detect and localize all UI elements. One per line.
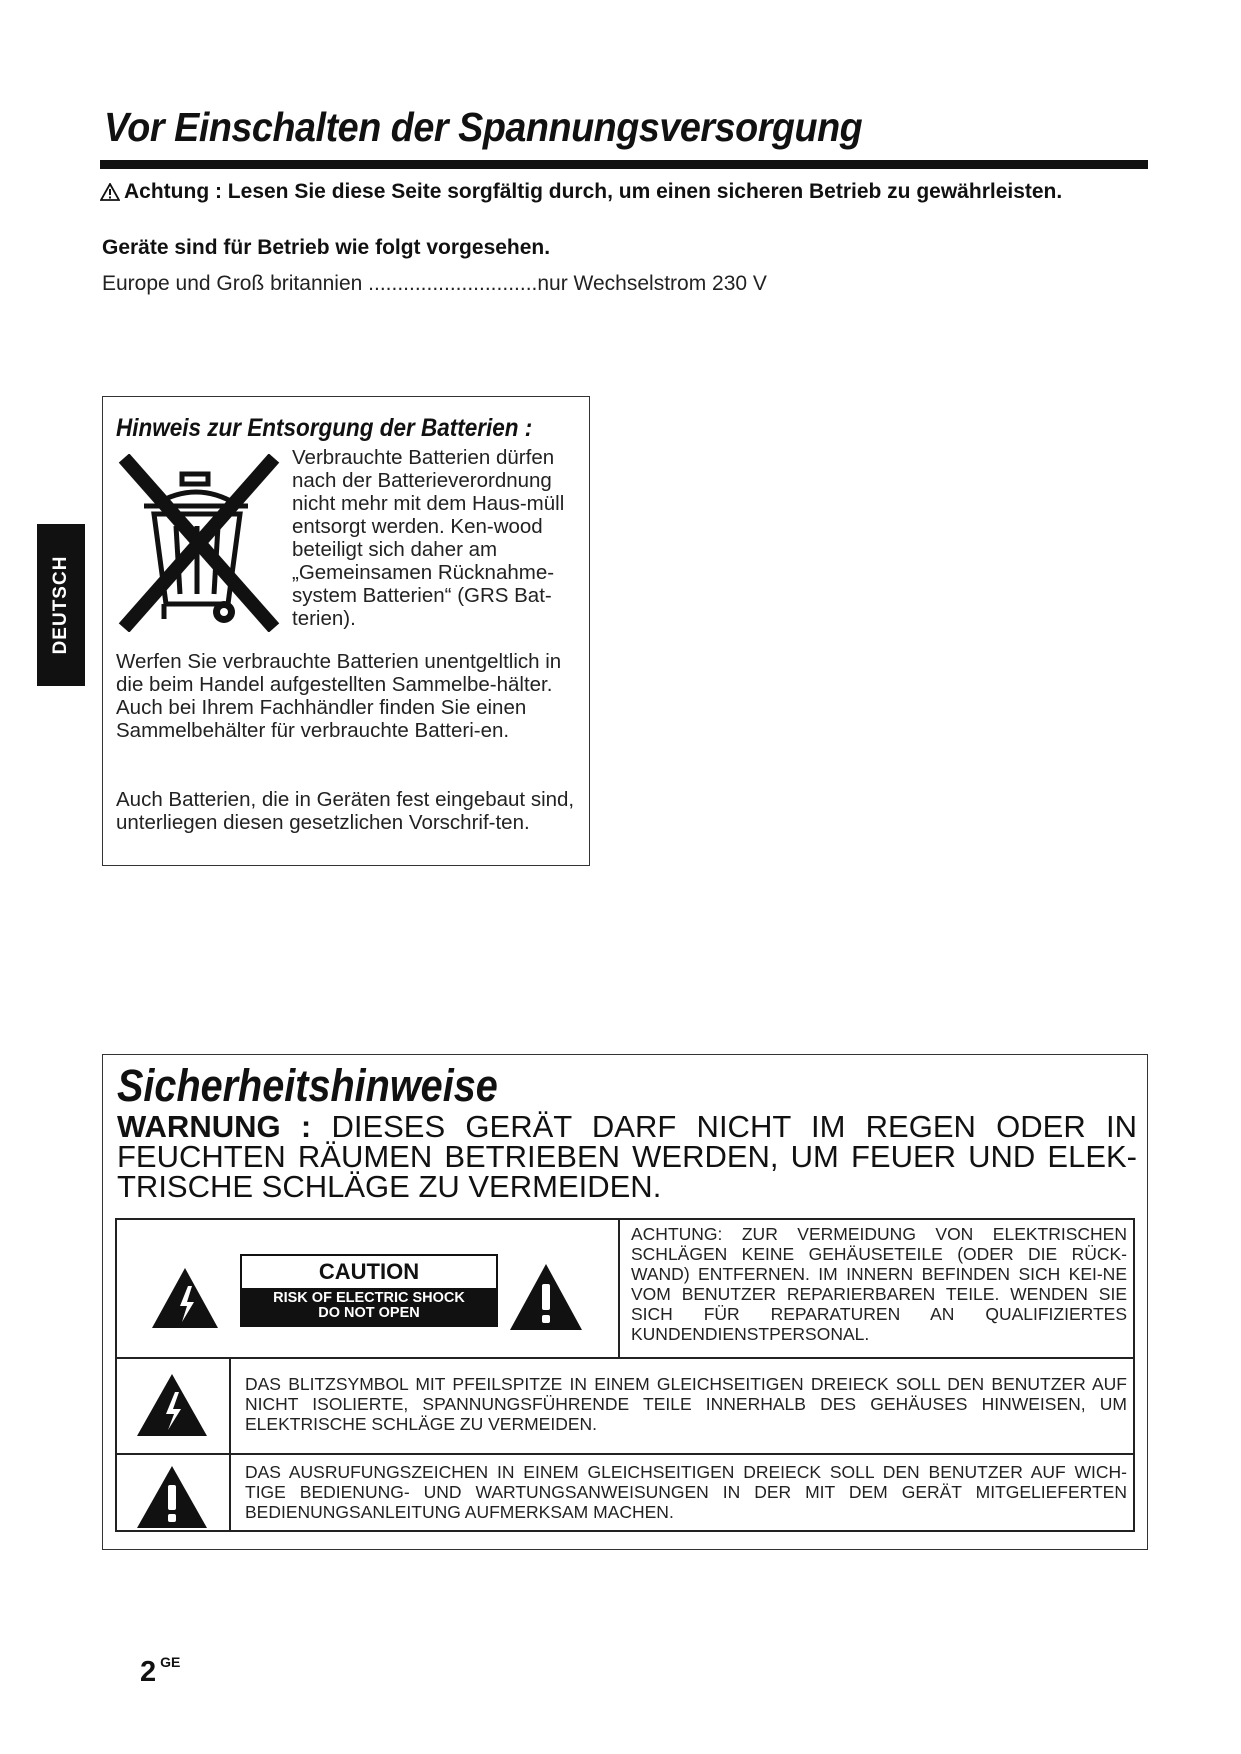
title-rule — [100, 160, 1148, 169]
caution-label-title: CAUTION — [318, 1259, 420, 1284]
safety-heading: Sicherheitshinweise — [117, 1060, 498, 1111]
page-number — [140, 1654, 180, 1689]
battery-paragraph-1: Verbrauchte Batterien dürfen nach der Batterieverordnung nicht mehr mit dem Haus-müll entsorgt werden. Ken-wood beteiligt sich daher am „Gemeinsamen Rücknahme-system Batterien“ (GRS Bat-terien). — [292, 446, 565, 630]
page-number-suffix: GE — [160, 1654, 181, 1670]
language-tab-label: DEUTSCH — [50, 555, 71, 655]
achtung-text: ACHTUNG: ZUR VERMEIDUNG VON ELEKTRISCHEN SCHLÄGEN KEINE GEHÄUSETEILE (ODER DIE RÜCK-WAND) ENTFERNEN. IM INNERN BEFINDEN SICH KEI-NE VOM BENUTZER REPARIERBAREN TEILE. WENDEN SIE SICH FÜR REPARATUREN AN QUALIFIZIERTES KUNDENDIENSTPERSONAL. — [631, 1224, 1127, 1344]
exclamation-triangle-icon — [508, 1262, 584, 1332]
power-heading: Geräte sind für Betrieb wie folgt vorgesehen. — [102, 236, 551, 259]
exclamation-triangle-icon — [135, 1464, 209, 1530]
page-number-value: 2 — [140, 1656, 157, 1688]
battery-paragraph-3: Auch Batterien, die in Geräten fest eingebaut sind, unterliegen diesen gesetzlichen Vorschrif-ten. — [116, 788, 575, 834]
warning-paragraph — [117, 1109, 1137, 1204]
power-line: Europe und Groß britannien .............................nur Wechselstrom 230 V — [102, 272, 767, 295]
caution-line — [100, 180, 1062, 204]
battery-heading: Hinweis zur Entsorgung der Batterien : — [116, 414, 533, 442]
warning-label: WARNUNG : — [117, 1109, 312, 1144]
lightning-triangle-icon — [150, 1266, 220, 1330]
lightning-triangle-icon — [135, 1372, 209, 1438]
warning-text: DIESES GERÄT DARF NICHT IM REGEN ODER IN FEUCHTEN RÄUMEN BETRIEBEN WERDEN, UM FEUER UND ELEK-TRISCHE SCHLÄGE ZU VERMEIDEN. — [117, 1109, 1137, 1204]
caution-text: Achtung : Lesen Sie diese Seite sorgfältig durch, um einen sicheren Betrieb zu gewährleisten. — [124, 180, 1063, 203]
table-divider — [229, 1357, 231, 1532]
table-divider — [115, 1453, 1135, 1455]
caution-label — [240, 1254, 498, 1327]
lightning-symbol-text: DAS BLITZSYMBOL MIT PFEILSPITZE IN EINEM GLEICHSEITIGEN DREIECK SOLL DEN BENUTZER AUF NICHT ISOLIERTE, SPANNUNGSFÜHRENDE TEILE INNERHALB DES GEHÄUSES HINWEISEN, UM ELEKTRISCHE SCHLÄGE ZU VERMEIDEN. — [245, 1374, 1127, 1434]
battery-paragraph-2: Werfen Sie verbrauchte Batterien unentgeltlich in die beim Handel aufgestellten Sammelbe-hälter. Auch bei Ihrem Fachhändler finden Sie einen Sammelbehälter für verbrauchte Batteri-en. — [116, 650, 562, 742]
warning-triangle-icon — [100, 183, 120, 201]
exclamation-symbol-text: DAS AUSRUFUNGSZEICHEN IN EINEM GLEICHSEITIGEN DREIECK SOLL DEN BENUTZER AUF WICH-TIGE BEDIENUNG- UND WARTUNGSANWEISUNGEN IN DER MIT DEM GERÄT MITGELIEFERTEN BEDIENUNGSANLEITUNG AUFMERKSAM MACHEN. — [245, 1462, 1127, 1522]
table-divider — [115, 1357, 1135, 1359]
caution-label-subtitle — [242, 1288, 496, 1325]
caution-label-line1: RISK OF ELECTRIC SHOCK — [273, 1290, 465, 1306]
table-divider — [618, 1218, 620, 1358]
crossed-bin-icon — [116, 454, 282, 632]
language-tab — [37, 524, 85, 686]
caution-label-line2: DO NOT OPEN — [318, 1305, 420, 1321]
page-title: Vor Einschalten der Spannungsversorgung — [104, 104, 863, 150]
